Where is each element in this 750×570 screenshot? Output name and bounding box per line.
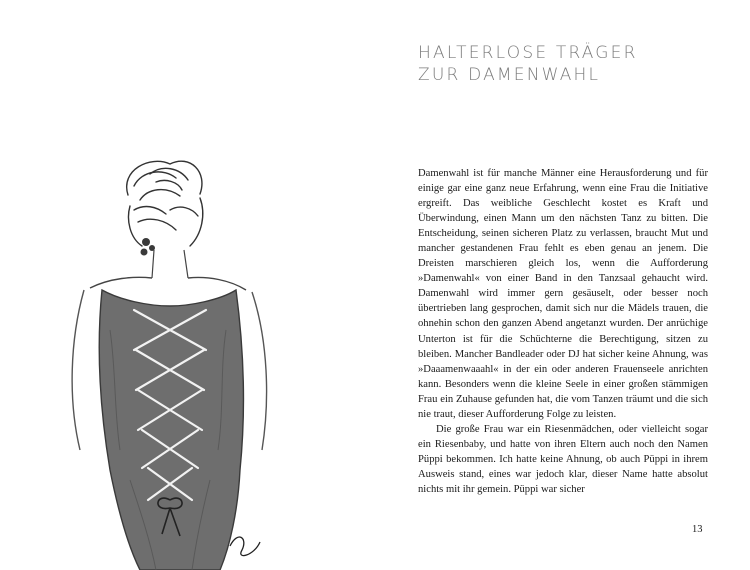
chapter-heading-line-2: ZUR DAMENWAHL bbox=[418, 65, 601, 85]
paragraph-2: Die große Frau war ein Riesenmädchen, oder vielleicht sogar ein Riesenbaby, und hatte von ihren Eltern auch noch den Namen Püppi bekommen. Ich hatte keine Ahnung, ob auch Püppi in ihrem Ausweis stand, eines war jedoch klar, dieser Name hatte absolut nichts mit ihr gemein. Püppi war sicher bbox=[418, 423, 708, 495]
chapter-heading-line-1: HALTERLOSE TRÄGER bbox=[418, 43, 638, 63]
body-text bbox=[418, 166, 708, 497]
page-number: 13 bbox=[692, 524, 703, 535]
chapter-heading bbox=[418, 42, 638, 86]
woman-back-lacing-illustration bbox=[30, 150, 310, 570]
paragraph-1: Damenwahl ist für manche Männer eine Herausforderung und für einige gar eine ganz neue Erfahrung, wenn eine Frau die Initiative ergreift. Das weibliche Geschlecht kostet es Kraft und Überwindung, einen Mann um den nächsten Tanz zu bitten. Die Entscheidung, seinen sicheren Platz zu verlassen, braucht Mut und mancher gestandenen Frau fehlt es eben genau an jenem. Die Dreisten marschieren gleich los, wenn die Aufforderung »Damenwahl« von einer Band in den Tanzsaal gehaucht wird. Damenwahl wird immer gern gesäuselt, oder besser noch übertrieben lang gesprochen, damit sich nur die Mädels trauen, die ohnehin schon den ganzen Abend angetanzt wurden. Der anrüchige Unterton ist für die Schüchterne die Berechtigung, sitzen zu bleiben. Mancher Bandleader oder DJ hat sicher keine Ahnung, was »Daaamenwaaahl« in der ein oder anderen Frauenseele anrichten kann. Besonders wenn die kleine Seele in einer großen stämmigen Frau ein Zuhause gefunden hat, die vom Tanzen träumt und die sich nie traut, dieser Aufforderung Folge zu leisten. bbox=[418, 168, 708, 420]
